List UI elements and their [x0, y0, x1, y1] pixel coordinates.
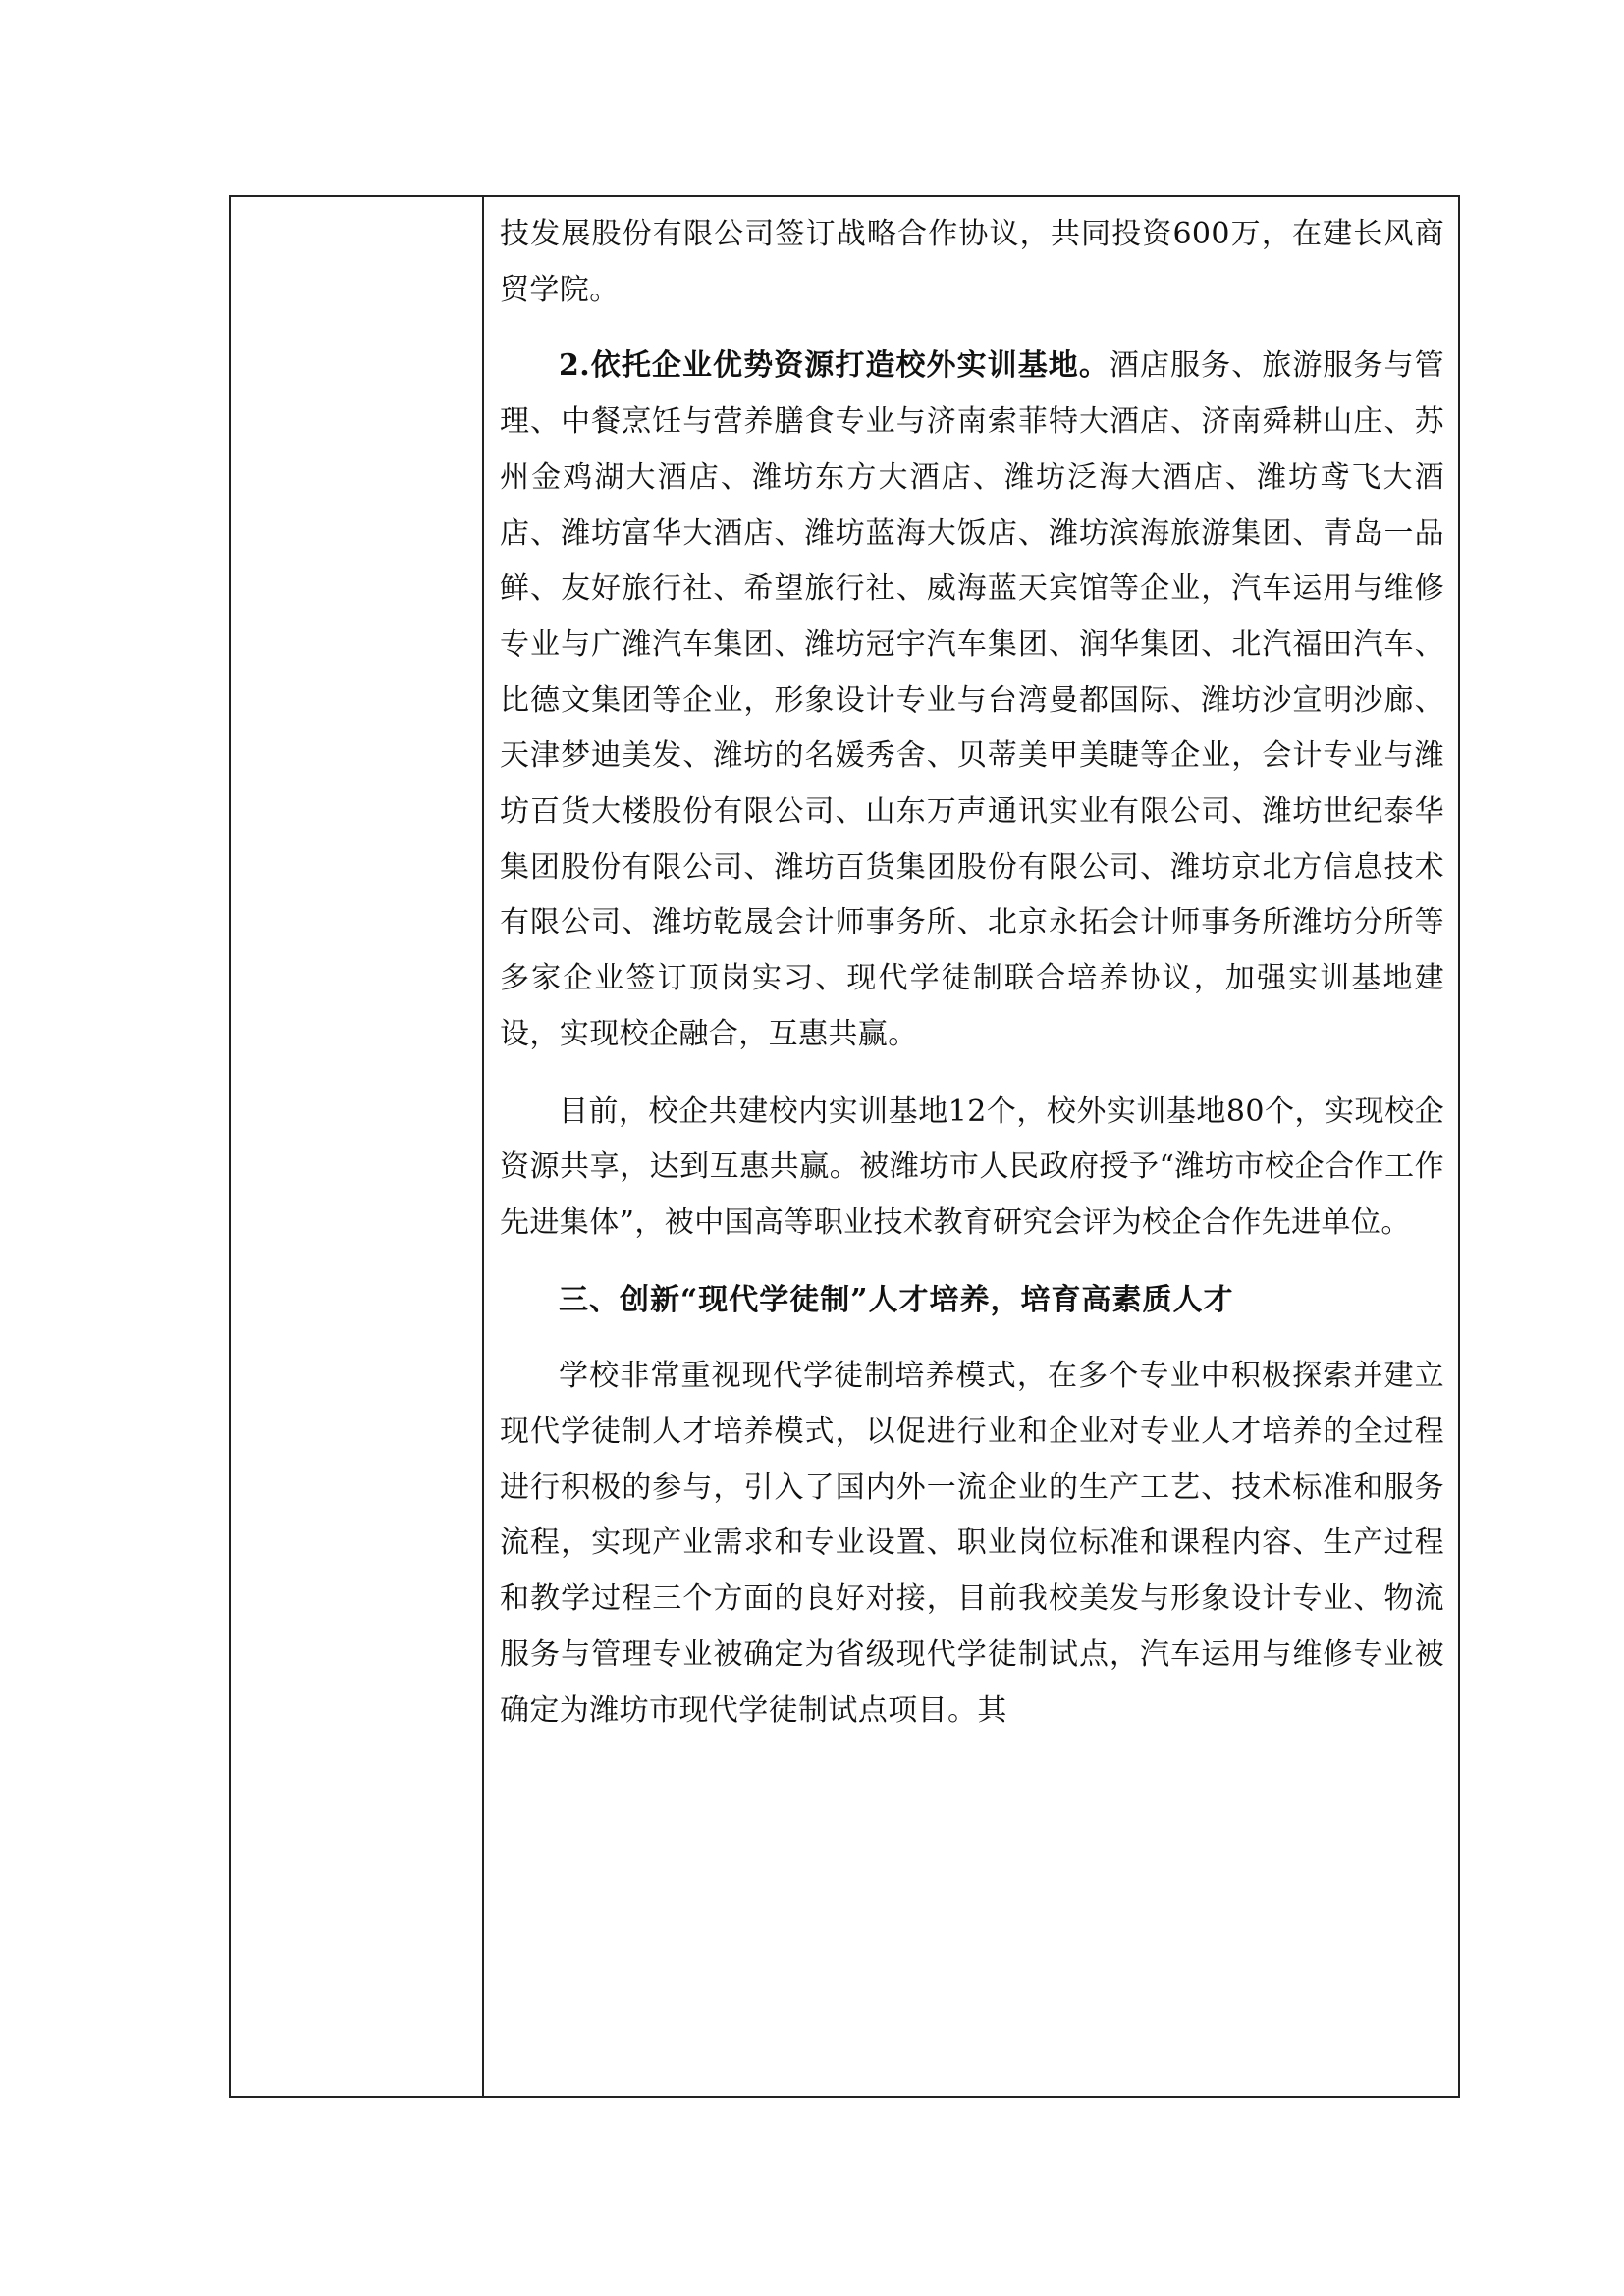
paragraph-1: 技发展股份有限公司签订战略合作协议，共同投资600万，在建长风商贸学院。: [500, 217, 1444, 307]
table-left-cell: [231, 197, 484, 2096]
section-heading: 三、创新“现代学徒制”人才培养，培育高素质人才: [559, 1282, 1234, 1317]
paragraph-3: 目前，校企共建校内实训基地12个，校外实训基地80个，实现校企资源共享，达到互惠共赢。被潍坊市人民政府授予“潍坊市校企合作工作先进集体”，被中国高等职业技术教育研究会评为校企合作先进单位。: [500, 1094, 1444, 1240]
paragraph-2-body: 酒店服务、旅游服务与管理、中餐烹饪与营养膳食专业与济南索菲特大酒店、济南舜耕山庄、苏州金鸡湖大酒店、潍坊东方大酒店、潍坊泛海大酒店、潍坊鸢飞大酒店、潍坊富华大酒店、潍坊蓝海大饭店、潍坊滨海旅游集团、青岛一品鲜、友好旅行社、希望旅行社、威海蓝天宾馆等企业，汽车运用与维修专业与广潍汽车集团、潍坊冠宇汽车集团、润华集团、北汽福田汽车、比德文集团等企业，形象设计专业与台湾曼都国际、潍坊沙宣明沙廊、天津梦迪美发、潍坊的名媛秀舍、贝蒂美甲美睫等企业，会计专业与潍坊百货大楼股份有限公司、山东万声通讯实业有限公司、潍坊世纪泰华集团股份有限公司、潍坊百货集团股份有限公司、潍坊京北方信息技术有限公司、潍坊乾晟会计师事务所、北京永拓会计师事务所潍坊分所等多家企业签订顶岗实习、现代学徒制联合培养协议，加强实训基地建设，实现校企融合，互惠共赢。: [500, 348, 1444, 1051]
paragraph-2-lead: 2.依托企业优势资源打造校外实训基地。: [559, 348, 1110, 384]
table-right-cell: [486, 197, 1458, 2096]
paragraph-2: [500, 339, 1444, 1062]
paragraph-4: 学校非常重视现代学徒制培养模式，在多个专业中积极探索并建立现代学徒制人才培养模式，以促进行业和企业对专业人才培养的全过程进行积极的参与，引入了国内外一流企业的生产工艺、技术标准和服务流程，实现产业需求和专业设置、职业岗位标准和课程内容、生产过程和教学过程三个方面的良好对接，目前我校美发与形象设计专业、物流服务与管理专业被确定为省级现代学徒制试点，汽车运用与维修专业被确定为潍坊市现代学徒制试点项目。其: [500, 1359, 1444, 1728]
content-table: [229, 195, 1460, 2098]
